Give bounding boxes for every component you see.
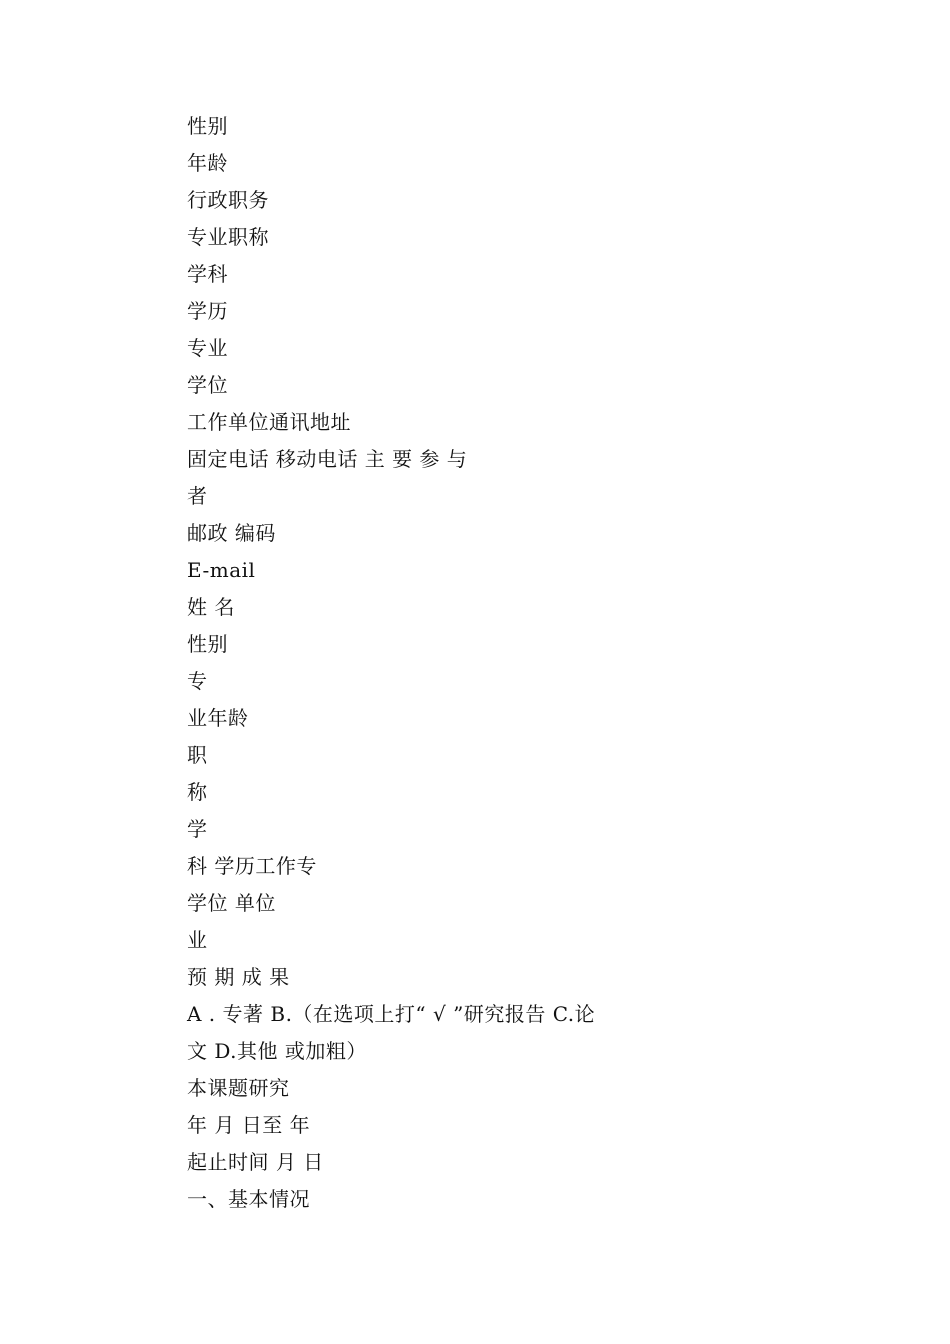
text-line-expected-results: 预 期 成 果 xyxy=(187,965,290,989)
text-line-discipline: 学科 xyxy=(187,262,228,286)
document-text-block xyxy=(187,110,595,1220)
text-line-email: E-mail xyxy=(187,558,256,582)
text-line-xue: 学 xyxy=(187,817,208,841)
text-line-discipline-education-work: 科 学历工作专 xyxy=(187,854,317,878)
section-heading-basic-info: 一、基本情况 xyxy=(187,1187,310,1211)
text-line-postal-code: 邮政 编码 xyxy=(187,521,276,545)
text-line-result-options: A . 专著 B.（在选项上打“ √ ”研究报告 C.论 xyxy=(187,1002,596,1026)
text-line-degree-unit: 学位 单位 xyxy=(187,891,276,915)
text-line-gender: 性别 xyxy=(187,114,228,138)
text-line-administrative-position: 行政职务 xyxy=(187,188,269,212)
text-line-professional-title: 专业职称 xyxy=(187,225,269,249)
text-line-ye: 业 xyxy=(187,928,208,952)
text-line-work-address: 工作单位通讯地址 xyxy=(187,410,351,434)
text-line-participants-cont: 者 xyxy=(187,484,208,508)
text-line-zhuan: 专 xyxy=(187,669,208,693)
text-line-name: 姓 名 xyxy=(187,595,235,619)
text-line-degree: 学位 xyxy=(187,373,228,397)
text-line-major-age: 业年龄 xyxy=(187,706,249,730)
text-line-major: 专业 xyxy=(187,336,228,360)
text-line-zhi: 职 xyxy=(187,743,208,767)
text-line-gender-2: 性别 xyxy=(187,632,228,656)
text-line-result-options-cont: 文 D.其他 或加粗） xyxy=(187,1039,367,1063)
text-line-age: 年龄 xyxy=(187,151,228,175)
text-line-cheng: 称 xyxy=(187,780,208,804)
text-line-start-end-time: 起止时间 月 日 xyxy=(187,1150,324,1174)
text-line-research-period-label: 本课题研究 xyxy=(187,1076,290,1100)
text-line-phones-participants: 固定电话 移动电话 主 要 参 与 xyxy=(187,447,468,471)
text-line-education: 学历 xyxy=(187,299,228,323)
text-line-date-range: 年 月 日至 年 xyxy=(187,1113,311,1137)
